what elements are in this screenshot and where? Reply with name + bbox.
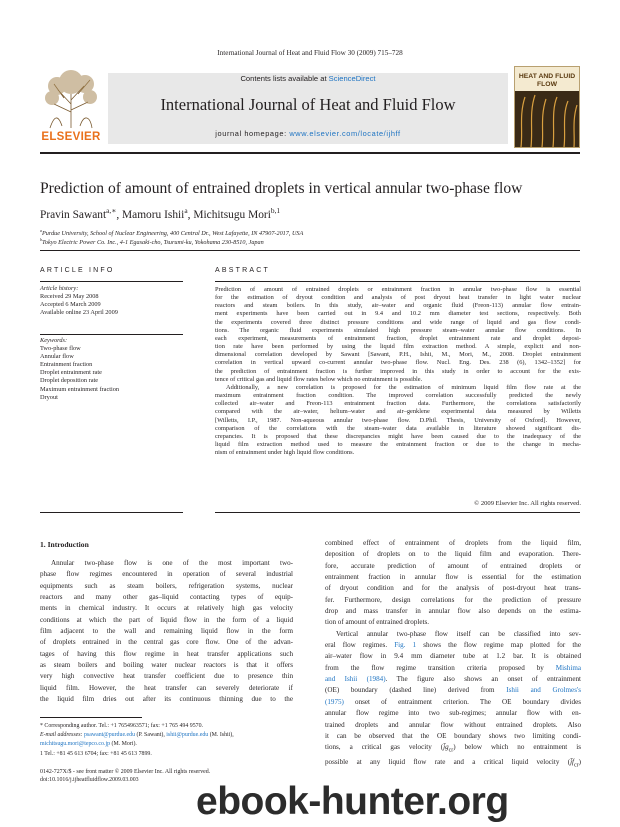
body-line: entrainment fraction in annular flow is essential for the estimation [325, 573, 581, 582]
keywords [40, 337, 190, 402]
body-column-left [40, 558, 293, 705]
body-line: the liquid film dries out after its continuous thinning due to the [40, 695, 293, 704]
body-text: . The figure also shows an onset of entrainment [385, 675, 581, 684]
body-line: annular flow regime into two sub-regimes; annular flow with en- [325, 709, 581, 718]
paper-title: Prediction of amount of entrained droplets in vertical annular two-phase flow [40, 180, 523, 197]
email-label: E-mail addresses: [40, 732, 84, 738]
math-subscript: cr [448, 747, 454, 754]
abstract-line: reactors and steam boilers. In this study, air–water and organic fluid (Freon-113) annular flow entrain- [215, 302, 581, 310]
body-line: of droplets entrained in the central gas core flow. One of the advan- [40, 638, 293, 647]
cover-flow-image-icon [515, 91, 579, 147]
journal-title: International Journal of Heat and Fluid Flow [160, 95, 456, 114]
body-text: ) [578, 757, 581, 766]
keyword-item: Maximum entrainment fraction [40, 385, 120, 393]
body-line: phase flow regimes encountered in operation of several industrial [40, 570, 293, 579]
abstract-line: for the estimation of dryout condition and analysis of post dryout heat transfer in light water nuclear [215, 294, 581, 302]
abstract-line: [Willetts, I.P., 1987. Non-aqueous annular two-phase flow. D.Phil. Thesis, University of Oxford]. However, [215, 416, 581, 424]
article-info-bottom-rule [40, 512, 183, 513]
email-owner: (P. Sawant), [135, 732, 167, 738]
footnote-rule [40, 717, 142, 718]
article-info-heading: ARTICLE INFO [40, 267, 115, 274]
body-line: of dryout condition and for the analysis of post-dryout heat trans- [325, 584, 581, 593]
history-item: Available online 23 April 2009 [40, 309, 118, 317]
affiliation-label: a [40, 228, 43, 233]
keyword-item: Droplet entrainment rate [40, 369, 102, 377]
body-line: liquid film. However, the heat transfer can severely deteriorate if [40, 683, 293, 692]
doi-line[interactable]: doi:10.1016/j.ijheatfluidflow.2009.03.003 [40, 777, 139, 783]
title-block-rule [40, 250, 580, 251]
cover-title: HEAT AND FLUID FLOW [518, 73, 576, 88]
history-item: Accepted 6 March 2009 [40, 301, 101, 309]
body-line: film adjacent to the wall and remaining liquid flow in the form [40, 627, 293, 636]
body-line: tion of amount of entrained droplets. [325, 618, 430, 627]
abstract-line: dimensional correlation developed by Sawant [Sawant, P.H., Ishii, M., Mori, M., 2008. Droplet entrainment [215, 351, 581, 359]
abstract-line: correlation in vertical upward co-current annular two-phase flow. Nucl. Eng. Des. 238 (6), 1342–1352] for [215, 359, 581, 367]
section-heading-introduction: 1. Introduction [40, 540, 89, 549]
masthead-rule [40, 152, 580, 154]
body-line [325, 757, 581, 772]
footnote-1: 1 Tel.: +81 45 613 6704; fax: +81 45 613 7899. [40, 751, 152, 757]
keyword-item: Annular flow [40, 353, 74, 361]
abstract-line: crepancies. It is proposed that these discrepancies might have been caused due to the inadequacy of the [215, 432, 581, 440]
keyword-item: Droplet deposition rate [40, 377, 99, 385]
abstract-line: tions. The organic fluid experiments simulated high pressure steam–water annular flow conditions. In [215, 326, 581, 334]
body-line: as steam boilers and boiling water nuclear reactors is that it offers [40, 661, 293, 670]
body-text: from the flow regime transition criteria proposed by [325, 663, 556, 672]
footnote-corresponding-author: * Corresponding author. Tel.: +1 7654963571; fax: +1 765 494 9570. [40, 723, 204, 729]
body-line: combined effect of entrainment of droplets from the liquid film, [325, 539, 581, 547]
author-name: Pravin Sawant [40, 208, 107, 221]
abstract-line: each experiment, measurements of entrainment fraction, droplet entrainment rate and droplet deposi- [215, 334, 581, 342]
body-line: conditions at which the part of liquid flow in the form of a liquid [40, 615, 293, 624]
body-line: air–water flow in 9.4 mm diameter tube at 1.2 bar. It is obtained [325, 652, 581, 661]
author-affiliation-mark[interactable]: a,∗ [106, 206, 117, 215]
body-line [325, 685, 581, 696]
body-line [325, 640, 581, 651]
email-owner: (M. Mori). [110, 741, 137, 747]
keywords-rule [40, 334, 183, 335]
abstract-line: Prediction of amount of entrained droplets or entrainment fraction in annular two-phase flow is essential [215, 286, 581, 293]
homepage-link[interactable]: www.elsevier.com/locate/ijhff [289, 129, 401, 138]
front-matter-line: 0142-727X/$ - see front matter © 2009 Elsevier Inc. All rights reserved. [40, 769, 211, 775]
abstract-line: tion rate have been performed by using the liquid film extraction method. A simple, explicit and non- [215, 343, 581, 351]
abstract-line: the prediction of entrainment fraction is further improved in this study in order to account for the exis- [215, 367, 581, 375]
contents-available-line [108, 74, 508, 83]
keyword-item: Dryout [40, 393, 58, 401]
math-symbol: j̄f [570, 757, 575, 766]
body-text: tions, a critical gas velocity ( [325, 743, 444, 752]
email-link[interactable]: ishii@purdue.edu [166, 732, 209, 738]
affiliation-text: Tokyo Electric Power Co. Inc., 4-1 Egasaki-cho, Tsurumi-ku, Yokohama 230-8510, Japan [42, 239, 264, 247]
watermark: ebook-hunter.org [196, 780, 509, 823]
abstract-bottom-rule [215, 512, 580, 513]
body-text: eral flow regimes. [325, 641, 395, 650]
abstract-rule [215, 281, 580, 282]
abstract-line: nism of entrainment under high liquid flow conditions. [215, 449, 355, 457]
author-name: Michitsugu Mori [193, 208, 271, 221]
figure-1-link[interactable]: Fig. 1 [394, 641, 417, 650]
abstract-line: compared with the air–water, helium–water and air–genklene experimental data measured by Willetts [215, 408, 581, 416]
journal-cover-thumbnail [514, 66, 580, 148]
history-item: Received 29 May 2008 [40, 293, 99, 301]
contents-prefix: Contents lists available at [240, 74, 329, 83]
body-line: fer. Furthermore, design correlations for the prediction of pressure [325, 595, 581, 604]
homepage-prefix: journal homepage: [215, 129, 290, 138]
elsevier-logo-text: ELSEVIER [41, 131, 101, 143]
abstract-line: tence of critical gas and liquid flow rates below which no entrainment is possible. [215, 375, 423, 383]
article-info-rule [40, 281, 183, 282]
abstract-line: the experiments covered three distinct pressure conditions and wide range of liquid and gas flow condi- [215, 318, 581, 326]
reference-link-ishii-grolmes[interactable]: Ishii and Grolmes's [506, 686, 581, 695]
author-affiliation-mark[interactable]: b,1 [270, 206, 281, 215]
body-line: reactors and many other gas–liquid contacting types of equip- [40, 593, 293, 602]
running-head: International Journal of Heat and Fluid Flow 30 (2009) 715–728 [217, 49, 403, 57]
author-name: Mamoru Ishii [122, 208, 185, 221]
body-line: fore, accurate prediction of amount of entrained droplets or [325, 561, 581, 570]
author-list: Pravin Sawant$^{a,∗}$, Mamoru Ishii$^a$, Michitsugu Mori$^{b,1}$ [40, 206, 281, 221]
abstract-copyright: © 2009 Elsevier Inc. All rights reserved. [474, 500, 581, 507]
reference-link-mishima-ishii-year[interactable]: and Ishii (1984) [325, 675, 386, 684]
math-symbol: j̄g [443, 743, 449, 752]
footnote-emails [40, 731, 300, 739]
body-line: ments in chemical industry. It occurs at relatively high gas velocity [40, 604, 293, 613]
elsevier-tree-logo [40, 64, 102, 140]
abstract-line: collected air–water and Freon-113 entrainment fraction data. Furthermore, the correlations satisfactorily [215, 400, 581, 408]
abstract-line: ment experiments have been carried out in 9.4 and 10.2 mm diameter test sections, respectively. Both [215, 310, 581, 318]
body-line: trained droplets and annular flow without entrained droplets. Also [325, 720, 581, 729]
abstract-heading: ABSTRACT [215, 267, 270, 274]
abstract-line: Additionally, a new correlation is proposed for the estimation of minimum liquid film flow rate at the [226, 383, 581, 391]
body-line: it can be observed that the OE boundary shows two limiting condi- [325, 731, 581, 740]
body-text: possible at any liquid flow rate and a critical liquid velocity ( [325, 757, 571, 766]
body-line [325, 663, 581, 674]
keyword-item: Two-phase flow [40, 345, 81, 353]
abstract-line: maximum entrainment fraction condition. The improved correlation successfully predicted the newly [215, 392, 581, 400]
affiliation-label: b [40, 237, 43, 242]
reference-link-mishima-ishii[interactable]: Mishima [555, 663, 581, 672]
body-line [325, 742, 581, 757]
body-line: Annular two-phase flow is one of the most important two- [51, 559, 293, 567]
body-line: very high convective heat transfer coefficient due to presence thin [40, 672, 293, 681]
body-line [325, 697, 581, 708]
reference-link-ishii-grolmes-year[interactable]: (1975) [325, 697, 344, 706]
history-label: Article history: [40, 285, 79, 292]
email-link[interactable]: psawant@purdue.edu [83, 732, 136, 738]
affiliation [40, 237, 600, 246]
sciencedirect-link[interactable]: ScienceDirect [328, 74, 376, 83]
body-column-right [325, 538, 581, 772]
math-subscript: cr [574, 762, 579, 769]
body-text: ) below which no entrainment is [453, 743, 581, 752]
body-line: Vertical annular two-phase flow itself can be classified into sev- [336, 629, 581, 638]
body-line: equipments such as steam boilers, refrigeration systems, nuclear [40, 581, 293, 590]
affiliation [40, 228, 600, 237]
body-line: drop and mass transfer in annular flow also depends on the estima- [325, 607, 581, 616]
body-text: shows the flow regime map plotted for the [416, 641, 581, 650]
abstract-line: liquid film extraction method used to measure the entrainment fraction or due to the change in mecha- [215, 440, 581, 448]
body-line [325, 674, 581, 685]
abstract-body [215, 286, 581, 457]
keyword-item: Entrainment fraction [40, 361, 93, 369]
body-line: tages of having this flow regime in heat transfer applications such [40, 649, 293, 658]
body-line: deposition of droplets on to the liquid film and evaporation. There- [325, 550, 581, 559]
article-history [40, 285, 190, 317]
affiliation-text: Purdue University, School of Nuclear Engineering, 400 Central Dr., West Lafayette, IN 47907-2017, USA [42, 230, 304, 238]
body-text: onset of entrainment criterion. The OE boundary divides [343, 697, 581, 706]
email-link[interactable]: michitsugu.mori@tepco.co.jp [40, 741, 111, 747]
body-text: (OE) boundary (dashed line) derived from [325, 686, 507, 695]
keywords-label: Keywords: [40, 337, 68, 344]
author-affiliation-mark[interactable]: a [184, 206, 188, 215]
abstract-line: comparison of the correlations with the steam–water data available in literature showed significant dis- [215, 424, 581, 432]
email-owner: (M. Ishii), [208, 732, 234, 738]
footnote-emails-continued [40, 740, 300, 748]
journal-homepage-line [108, 129, 508, 138]
